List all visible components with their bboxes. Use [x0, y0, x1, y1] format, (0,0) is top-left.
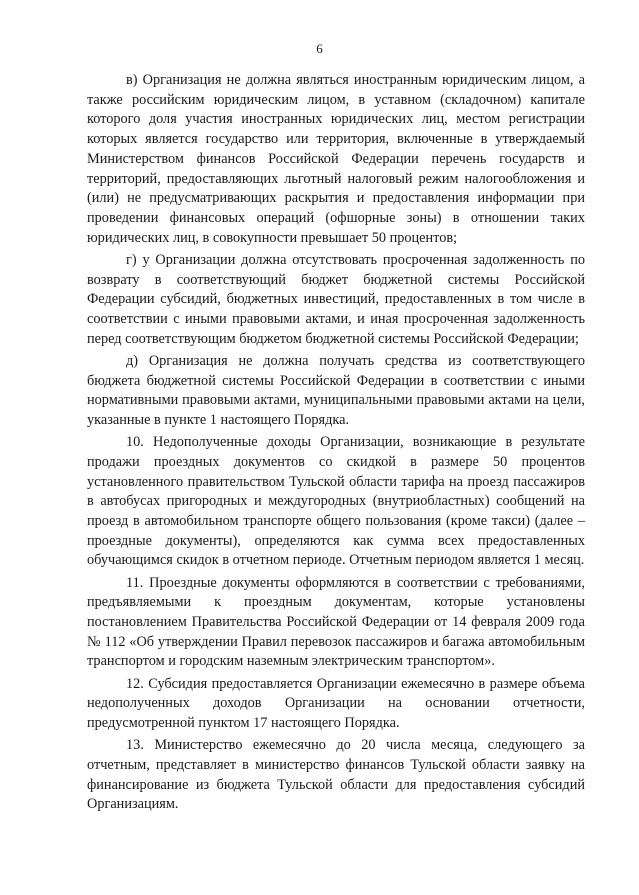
paragraph-12: 12. Субсидия предоставляется Организации ежемесячно в размере объема недополученных доходов Организации на основании отчетности, предусмотренной пунктом 17 настоящего Порядка.	[87, 675, 585, 731]
paragraph-g: г) у Организации должна отсутствовать просроченная задолженность по возврату в соответствующий бюджет бюджетной системы Российской Федерации субсидий, бюджетных инвестиций, предоставленных в том числе в соответствии с иными правовыми актами, и иная просроченная задолженность перед соответствующим бюджетом бюджетной системы Российской Федерации;	[87, 251, 585, 347]
paragraph-10: 10. Недополученные доходы Организации, возникающие в результате продажи проездных документов со скидкой в размере 50 процентов установленного правительством Тульской области тарифа на проезд пассажиров в автобусах пригородных и междугородных (внутриобластных) сообщений на проезд в автомобильном транспорте общего пользования (кроме такси) (далее – проездные документы), определяются как сумма всех предоставленных обучающимся скидок в отчетном периоде. Отчетным периодом является 1 месяц.	[87, 434, 585, 569]
document-body	[87, 71, 585, 818]
page-number: 6	[316, 41, 323, 56]
paragraph-11: 11. Проездные документы оформляются в соответствии с требованиями, предъявляемыми к проездным документам, которые установлены постановлением Правительства Российской Федерации от 14 февраля 2009 года № 112 «Об утверждении Правил перевозок пассажиров и багажа автомобильным транспортом и городским наземным электрическим транспортом».	[87, 574, 585, 670]
paragraph-v: в) Организация не должна являться иностранным юридическим лицом, а также российским юридическим лицом, в уставном (складочном) капитале которого доля участия иностранных юридических лиц, местом регистрации которых является государство или территория, включенные в утверждаемый Министерством финансов Российской Федерации перечень государств и территорий, предоставляющих льготный налоговый режим налогообложения и (или) не предусматривающих раскрытия и предоставления информации при проведении финансовых операций (офшорные зоны) в отношении таких юридических лиц, в совокупности превышает 50 процентов;	[87, 72, 585, 246]
paragraph-13: 13. Министерство ежемесячно до 20 числа месяца, следующего за отчетным, представляет в министерство финансов Тульской области заявку на финансирование из бюджета Тульской области для предоставления субсидий Организациям.	[87, 737, 585, 813]
paragraph-d: д) Организация не должна получать средства из соответствующего бюджета бюджетной системы Российской Федерации в соответствии с иными нормативными правовыми актами, муниципальными правовыми актами на цели, указанные в пункте 1 настоящего Порядка.	[87, 352, 585, 428]
